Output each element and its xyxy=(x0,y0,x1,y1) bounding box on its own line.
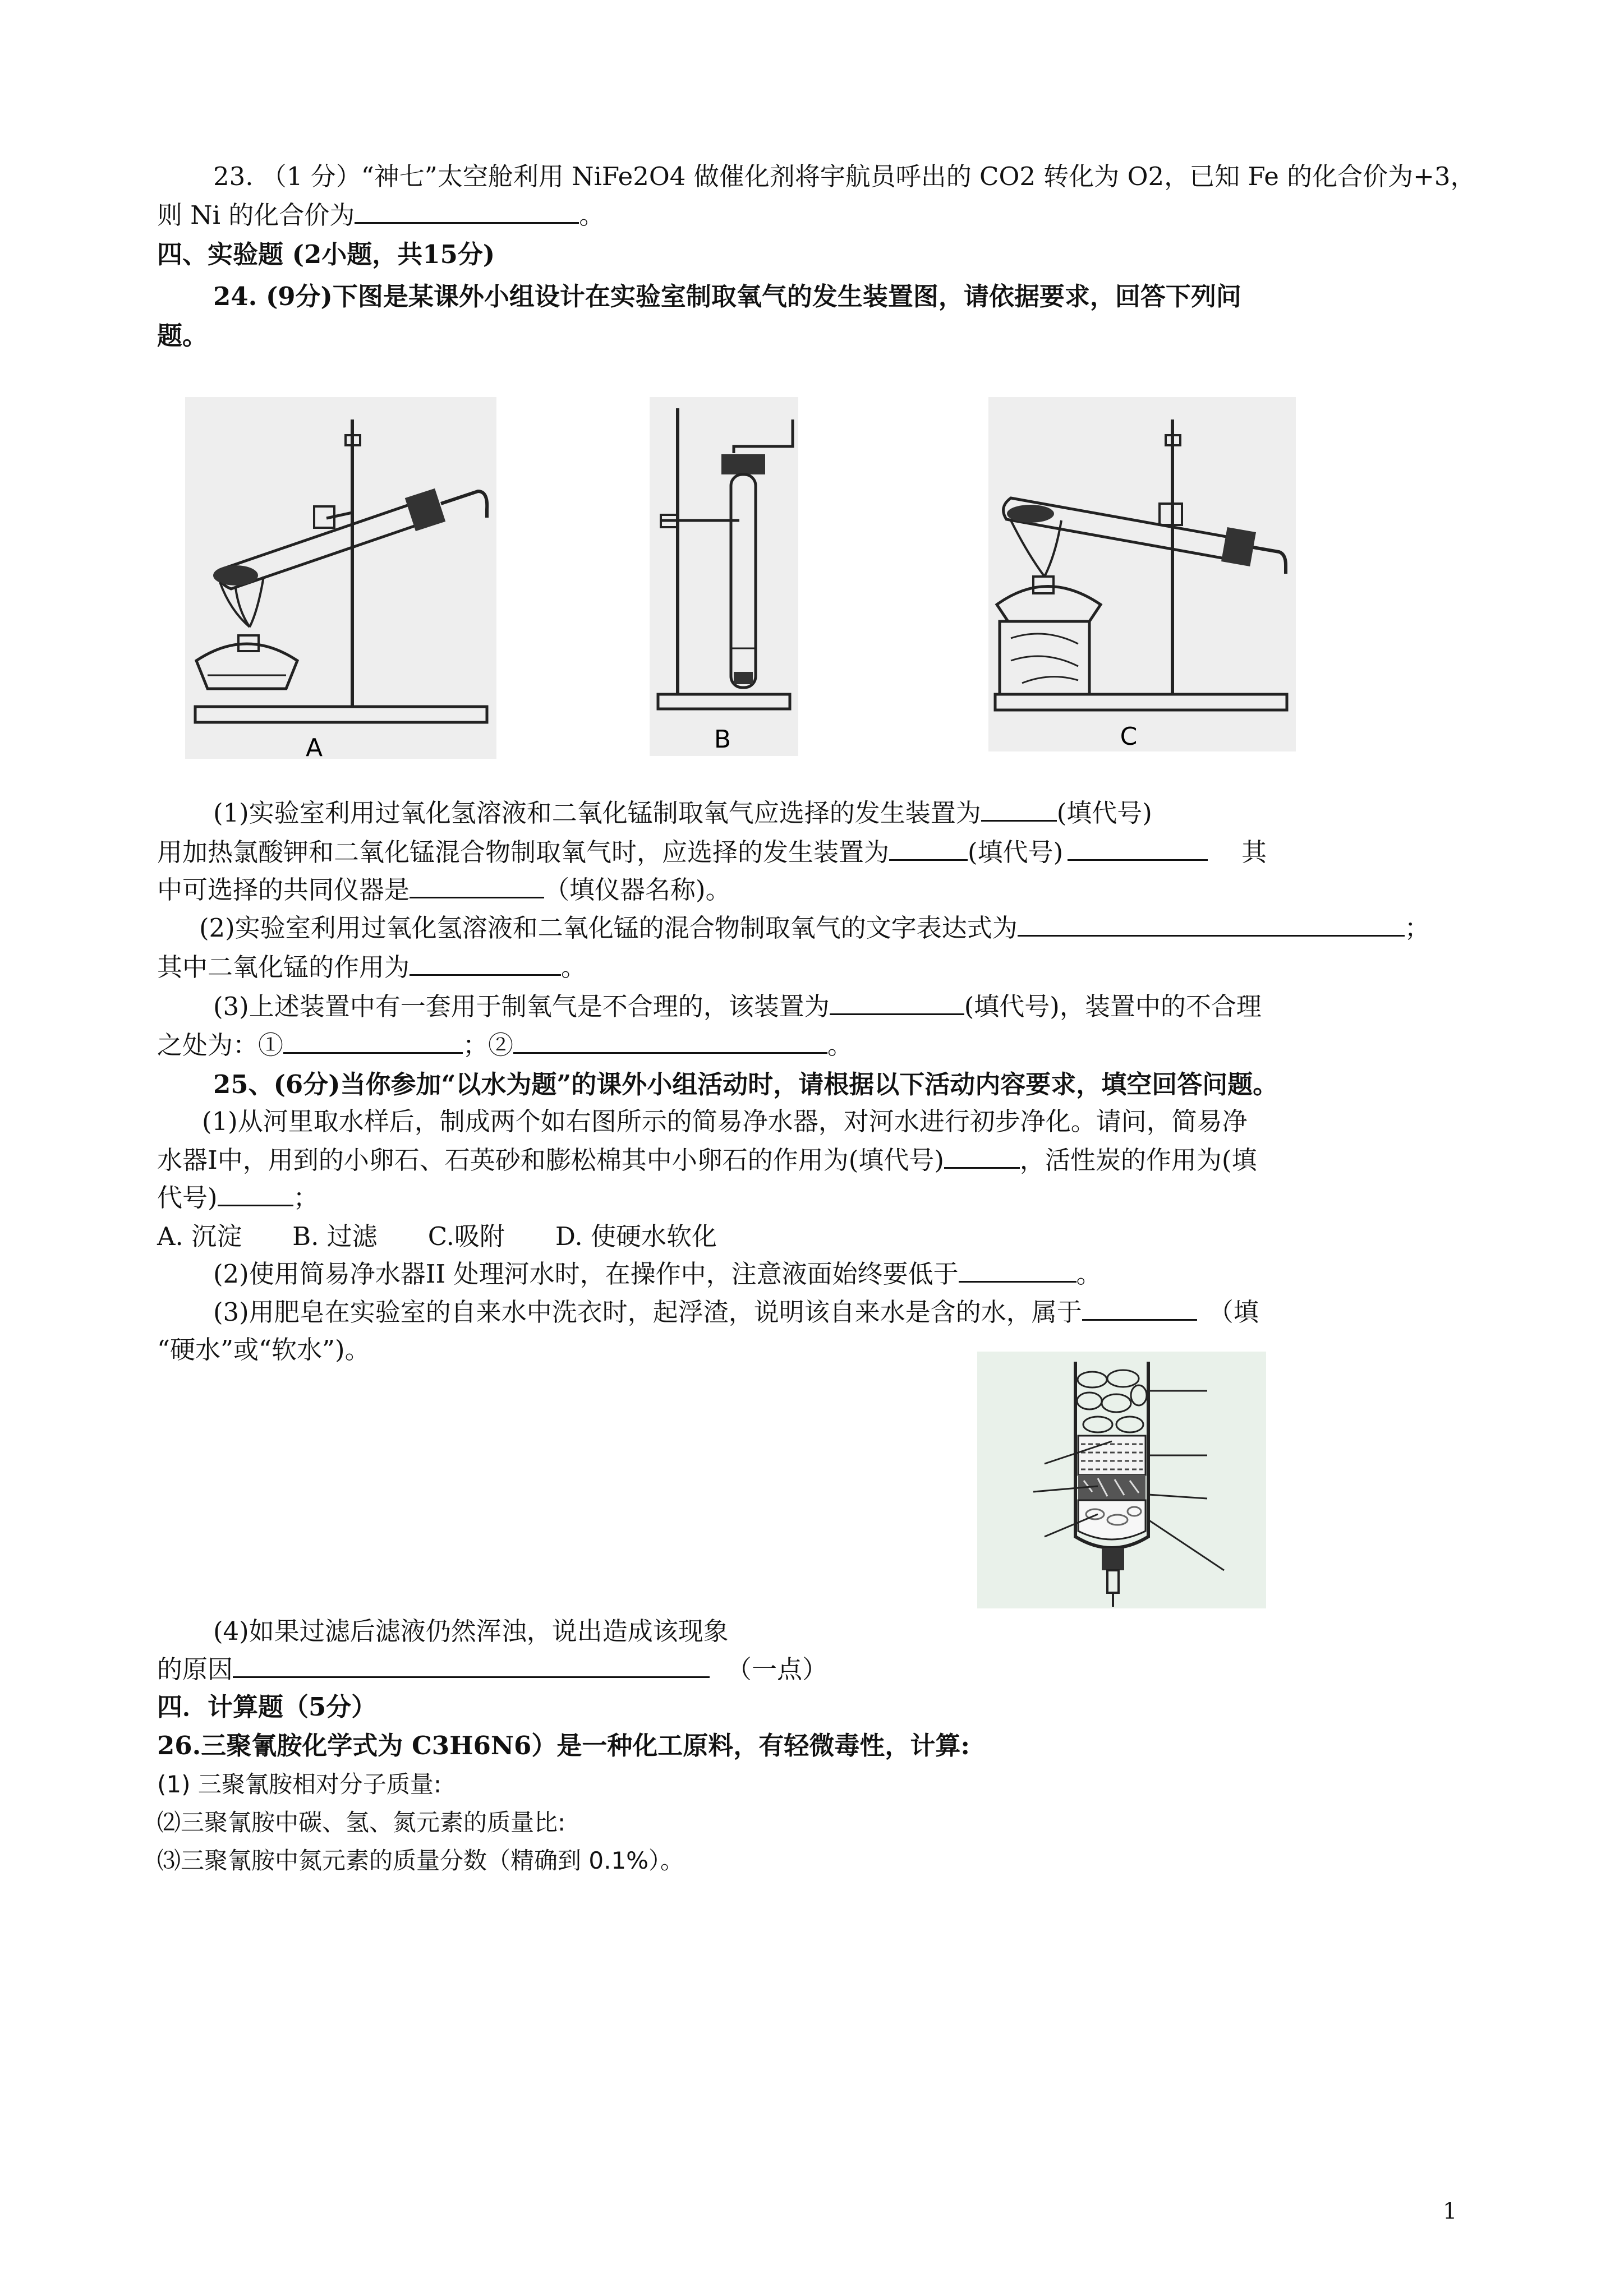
q25-part4-line1: (4)如果过滤后滤液仍然浑浊，说出造成该现象 xyxy=(213,1616,729,1646)
answer-blank[interactable] xyxy=(233,1652,710,1678)
page-number: 1 xyxy=(1443,2198,1457,2224)
q24-part1-line2: 用加热氯酸钾和二氧化锰混合物制取氧气时，应选择的发生装置为 (填代号) 其 xyxy=(157,835,1267,870)
q24-part3-line2: 之处为：① ；② 。 xyxy=(157,1027,853,1063)
q25-part1-line1: (1)从河里取水样后，制成两个如右图所示的简易净水器，对河水进行初步净化。请问，简易净 xyxy=(202,1106,1248,1136)
apparatus-figure-a xyxy=(185,397,496,759)
figure-label-b: B xyxy=(714,725,732,754)
answer-blank[interactable] xyxy=(410,949,561,976)
answer-blank[interactable] xyxy=(355,197,579,224)
answer-blank[interactable] xyxy=(1082,1294,1197,1321)
q25-part1-line3: 代号) ； xyxy=(157,1180,319,1216)
q25-part3-line1: (3)用肥皂在实验室的自来水中洗衣时，起浮渣，说明该自来水是含的水，属于 （填 xyxy=(213,1294,1259,1330)
answer-blank[interactable] xyxy=(218,1180,293,1206)
answer-blank[interactable] xyxy=(981,795,1057,822)
q26-sub1: (1) 三聚氰胺相对分子质量: xyxy=(157,1771,441,1798)
apparatus-figure-b xyxy=(650,397,798,756)
q25-options: A. 沉淀 B. 过滤 C.吸附 D. 使硬水软化 xyxy=(157,1221,717,1251)
q24-part3-line1: (3)上述装置中有一套用于制氧气是不合理的，该装置为 (填代号)，装置中的不合理 xyxy=(213,989,1262,1025)
q26-stem: 26.三聚氰胺化学式为 C3H6N6）是一种化工原料，有轻微毒性，计算: xyxy=(157,1731,970,1760)
answer-blank[interactable] xyxy=(830,989,964,1015)
section-title-experiment: 四、实验题 (2小题，共15分) xyxy=(157,239,495,269)
answer-blank[interactable] xyxy=(889,835,968,861)
figure-label-a: A xyxy=(305,734,323,759)
q26-sub3: ⑶三聚氰胺中氮元素的质量分数（精确到 0.1%）。 xyxy=(157,1847,684,1874)
q23-line2: 则 Ni 的化合价为 。 xyxy=(157,197,604,233)
q26-sub2: ⑵三聚氰胺中碳、氢、氮元素的质量比: xyxy=(157,1809,566,1836)
q24-part2-line1: (2)实验室利用过氧化氢溶液和二氧化锰的混合物制取氧气的文字表达式为 ； xyxy=(199,910,1430,946)
answer-blank[interactable] xyxy=(410,872,544,898)
answer-blank[interactable] xyxy=(959,1256,1076,1283)
answer-blank[interactable] xyxy=(283,1027,463,1054)
answer-blank[interactable] xyxy=(513,1027,827,1054)
q25-part2: (2)使用简易净水器II 处理河水时，在操作中，注意液面始终要低于 。 xyxy=(213,1256,1102,1292)
answer-blank[interactable] xyxy=(944,1142,1020,1169)
q24-part1-line1: (1)实验室利用过氧化氢溶液和二氧化锰制取氧气应选择的发生装置为 (填代号) xyxy=(213,795,1152,831)
q24-stem-line2: 题。 xyxy=(157,321,208,351)
water-purifier-figure xyxy=(977,1352,1266,1608)
q24-part1-line3: 中可选择的共同仪器是 （填仪器名称)。 xyxy=(157,872,731,908)
q24-part2-line2: 其中二氧化锰的作用为 。 xyxy=(157,949,586,985)
figure-label-c: C xyxy=(1120,722,1138,751)
q25-part1-line2: 水器I中，用到的小卵石、石英砂和膨松棉其中小卵石的作用为(填代号) ，活性炭的作用为(填 xyxy=(157,1142,1257,1178)
q25-part3-line2: “硬水”或“软水”)。 xyxy=(157,1335,370,1364)
answer-blank[interactable] xyxy=(1068,835,1208,861)
q23-line1: 23. （1 分）“神七”太空舱利用 NiFe2O4 做催化剂将宇航员呼出的 CO2 转化为 O2，已知 Fe 的化合价为+3， xyxy=(213,162,1476,191)
section-title-calculation: 四．计算题（5分） xyxy=(157,1692,377,1722)
apparatus-figure-c xyxy=(988,397,1296,751)
q25-stem: 25、(6分)当你参加“以水为题”的课外小组活动时，请根据以下活动内容要求，填空回答问题。 xyxy=(213,1069,1278,1099)
answer-blank[interactable] xyxy=(1018,910,1405,937)
q24-stem-line1: 24. (9分)下图是某课外小组设计在实验室制取氧气的发生装置图，请依据要求，回答下列问 xyxy=(213,282,1241,311)
q25-part4-line2: 的原因 （一点） xyxy=(157,1652,827,1688)
